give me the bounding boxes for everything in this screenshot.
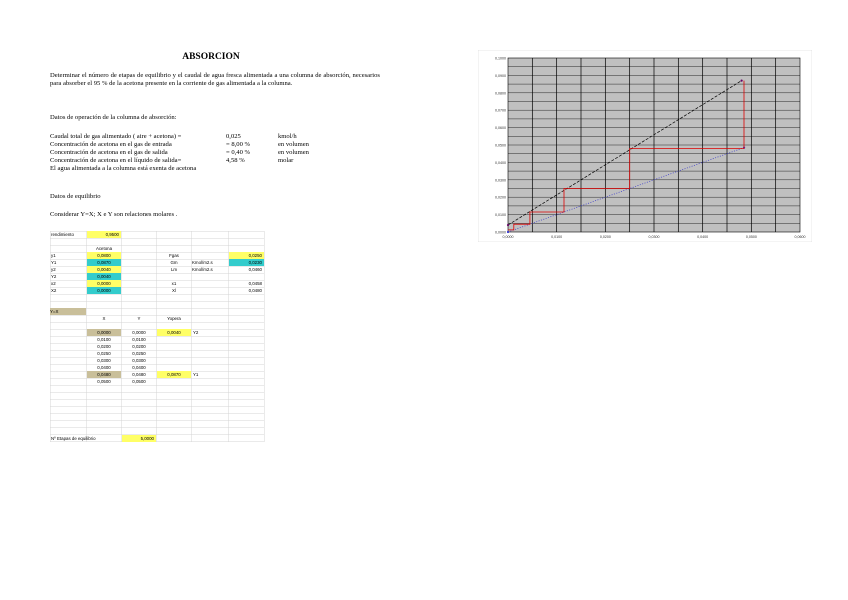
ops-unit: kmol/h xyxy=(278,133,297,140)
param-value-cell[interactable]: 0,0230 xyxy=(229,259,264,266)
y-tick-label: 0,0800 xyxy=(495,91,506,96)
table-tag: Y2 xyxy=(193,330,199,335)
yx-label-text: Y=X xyxy=(50,309,59,314)
ops-value: = 8,00 % xyxy=(226,141,251,149)
table-y-cell[interactable]: 0,0300 xyxy=(132,358,146,363)
ops-label: Concentración de acetona en el gas de entrada xyxy=(50,141,172,149)
y-tick-label: 0,0500 xyxy=(495,143,506,148)
param-label: x2 xyxy=(51,281,56,286)
ops-title: Datos de operación de la columna de absorción: xyxy=(50,114,177,121)
param-unit xyxy=(192,280,228,287)
table-yopera-cell[interactable] xyxy=(157,350,191,357)
param-label: Fgas xyxy=(169,253,179,258)
y-tick-label: 0,0000 xyxy=(495,230,506,235)
col-y-header: Y xyxy=(137,316,141,321)
table-x-cell[interactable]: 0,0200 xyxy=(97,344,111,349)
table-y-cell[interactable]: 0,0480 xyxy=(132,372,146,377)
x-tick-label: 0,0300 xyxy=(648,235,660,239)
ops-value: = 0,40 % xyxy=(226,149,251,157)
x-tick-label: 0,0100 xyxy=(551,235,563,239)
y-tick-label: 0,0700 xyxy=(495,108,506,113)
ops-unit: molar xyxy=(278,157,294,165)
param-value-cell[interactable]: 0,0480 xyxy=(248,288,262,293)
col-yopera-header: Yopera xyxy=(167,316,181,321)
etapas-label: Nº Etapas de equilibrio xyxy=(51,436,96,441)
table-y-cell[interactable]: 0,0250 xyxy=(132,351,146,356)
x-tick-label: 0,0400 xyxy=(697,235,709,239)
rendimiento-label: rendimiento xyxy=(51,232,74,237)
equilibrium-title: Datos de equilibrio xyxy=(50,193,101,200)
x-tick-label: 0,0600 xyxy=(794,235,806,239)
table-tag xyxy=(193,364,223,371)
param-label: y2 xyxy=(51,267,56,272)
document-title: ABSORCION xyxy=(182,52,240,62)
table-x-cell[interactable]: 0,0500 xyxy=(97,379,111,384)
table-y-cell[interactable]: 0,0400 xyxy=(132,365,146,370)
table-x-cell[interactable]: 0,0000 xyxy=(87,329,121,336)
table-yopera-cell[interactable] xyxy=(157,357,191,364)
param-value-cell[interactable]: 0,0040 xyxy=(87,273,121,280)
param-value-cell[interactable]: 0,0458 xyxy=(248,281,262,286)
col-x-header: X xyxy=(102,316,106,321)
param-label: Gm xyxy=(170,260,178,265)
x-tick-label: 0,0200 xyxy=(599,235,611,239)
table-tag: Y1 xyxy=(193,372,199,377)
param-unit xyxy=(192,252,228,259)
table-y-cell[interactable]: 0,0500 xyxy=(132,379,146,384)
param-label: y1 xyxy=(51,253,56,258)
param-value-cell[interactable]: 0,0000 xyxy=(87,280,121,287)
y-tick-label: 0,0100 xyxy=(495,213,506,218)
ops-label: El agua alimentada a la columna está exenta de acetona xyxy=(50,165,197,173)
y-tick-label: 0,0200 xyxy=(495,195,506,200)
ops-unit: en volumen xyxy=(278,149,309,157)
y-tick-label: 0,0600 xyxy=(495,126,506,131)
yx-label xyxy=(50,308,86,315)
table-x-cell[interactable]: 0,0250 xyxy=(97,351,111,356)
problem-statement: Determinar el número de etapas de equilibrio y el caudal de agua fresca alimentada a una columna de absorción, necesarios para absorber el 95 % de la acetona presente en la corriente de gas alimentada a la columna. xyxy=(50,72,380,88)
x-tick-label: 0,0000 xyxy=(502,235,514,239)
param-label: Y2 xyxy=(51,274,57,279)
ops-value: 0,025 xyxy=(226,133,241,140)
table-tag xyxy=(193,343,223,350)
param-label: x1 xyxy=(171,281,177,286)
ops-label: Concentración de acetona en el líquido de salida= xyxy=(50,157,182,165)
table-yopera-cell[interactable]: 0,0040 xyxy=(157,329,191,336)
data-point xyxy=(507,231,509,233)
param-value-cell[interactable]: 0,0040 xyxy=(87,266,121,273)
equilibrium-chart xyxy=(478,50,812,242)
y-tick-label: 0,0900 xyxy=(495,73,506,78)
table-yopera-cell[interactable] xyxy=(157,364,191,371)
etapas-cell[interactable]: 5,0000 xyxy=(122,435,156,442)
table-yopera-cell[interactable] xyxy=(157,378,191,385)
param-label: Xl xyxy=(172,288,176,293)
x-tick-label: 0,0500 xyxy=(745,235,757,239)
table-yopera-cell[interactable] xyxy=(157,336,191,343)
param-label xyxy=(157,273,191,280)
param-value-cell[interactable]: 0,0870 xyxy=(87,259,121,266)
param-label: X2 xyxy=(51,288,57,293)
table-x-cell[interactable]: 0,0300 xyxy=(97,358,111,363)
param-label: Lm xyxy=(170,267,178,272)
table-x-cell[interactable]: 0,0480 xyxy=(87,371,121,378)
table-yopera-cell[interactable]: 0,0870 xyxy=(157,371,191,378)
table-y-cell[interactable]: 0,0200 xyxy=(132,344,146,349)
param-value-cell[interactable] xyxy=(229,273,264,280)
param-unit xyxy=(192,287,228,294)
ops-label: Caudal total de gas alimentado ( aire + acetona) = xyxy=(50,133,182,140)
acetona-header: Acetona xyxy=(95,246,113,251)
ops-value: 4,58 % xyxy=(226,157,245,165)
equilibrium-note: Considerar Y=X; X e Y son relaciones molares . xyxy=(50,211,178,218)
table-x-cell[interactable]: 0,0400 xyxy=(97,365,111,370)
param-value-cell[interactable]: 0,0250 xyxy=(229,252,264,259)
table-y-cell[interactable]: 0,0100 xyxy=(132,337,146,342)
y-tick-label: 0,1000 xyxy=(495,56,506,61)
spreadsheet[interactable] xyxy=(50,231,265,443)
ops-unit: en volumen xyxy=(278,141,309,149)
param-unit: Kmol/m2.s xyxy=(192,260,213,265)
param-value-cell[interactable]: 0,0800 xyxy=(87,252,121,259)
param-value-cell[interactable]: 0,0460 xyxy=(248,267,262,272)
table-tag xyxy=(193,336,223,343)
table-tag xyxy=(193,378,223,385)
param-unit xyxy=(192,273,228,280)
ops-label: Concentración de acetona en el gas de salida xyxy=(50,149,168,157)
table-tag xyxy=(193,350,223,357)
param-unit: Kmol/m2.s xyxy=(192,267,213,272)
y-tick-label: 0,0300 xyxy=(495,178,506,183)
table-tag xyxy=(193,357,223,364)
table-yopera-cell[interactable] xyxy=(157,343,191,350)
rendimiento-cell[interactable]: 0,9500 xyxy=(87,231,121,238)
y-tick-label: 0,0400 xyxy=(495,160,506,165)
param-value-cell[interactable]: 0,0000 xyxy=(87,287,121,294)
table-x-cell[interactable]: 0,0100 xyxy=(97,337,111,342)
table-y-cell[interactable]: 0,0000 xyxy=(132,330,146,335)
data-point xyxy=(507,224,509,226)
data-point xyxy=(741,80,743,82)
param-label: Y1 xyxy=(51,260,57,265)
